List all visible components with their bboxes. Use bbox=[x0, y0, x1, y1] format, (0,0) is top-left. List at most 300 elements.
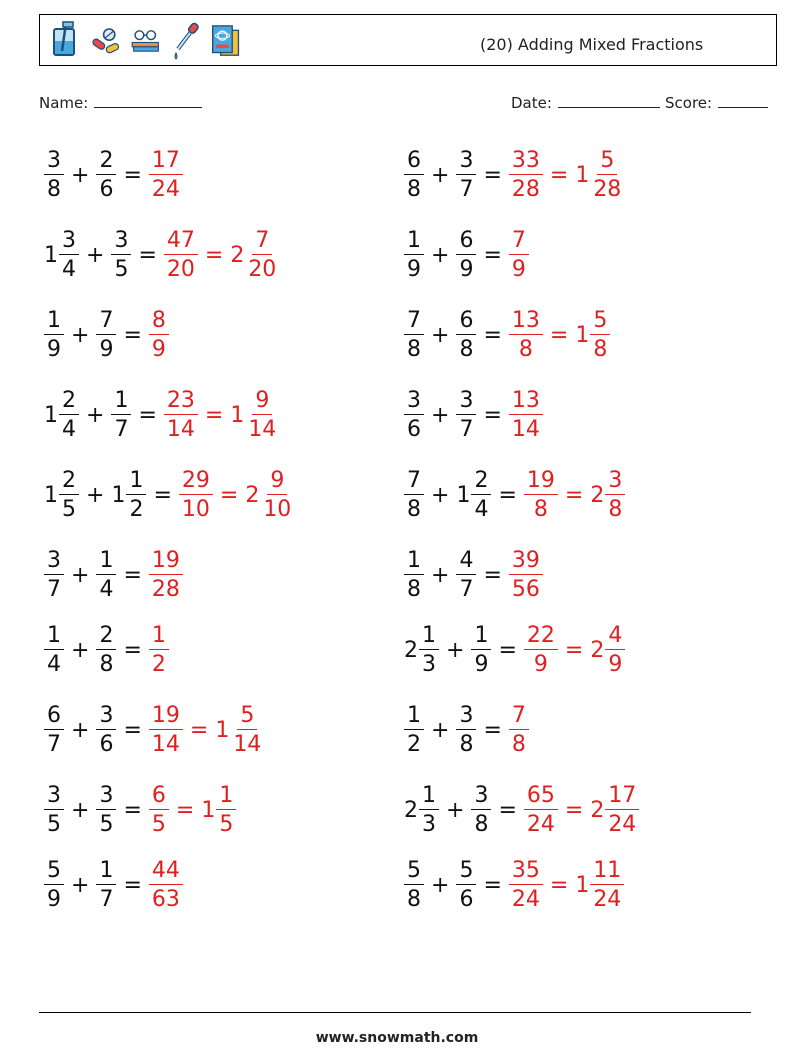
numerator: 5 bbox=[237, 705, 257, 730]
numerator: 2 bbox=[59, 390, 79, 415]
addend-second bbox=[456, 387, 476, 442]
fraction bbox=[590, 147, 624, 202]
plus-sign: + bbox=[431, 872, 450, 898]
numerator: 4 bbox=[456, 550, 476, 575]
numerator: 6 bbox=[456, 230, 476, 255]
addend-second bbox=[456, 307, 476, 362]
score-blank[interactable] bbox=[718, 93, 768, 108]
dropper-icon bbox=[170, 21, 202, 61]
answer-fraction bbox=[509, 547, 543, 602]
problem-8 bbox=[404, 385, 543, 445]
answer bbox=[509, 547, 543, 602]
numerator: 7 bbox=[509, 705, 529, 730]
plus-sign: + bbox=[431, 482, 450, 508]
numerator: 6 bbox=[456, 310, 476, 335]
answer-fraction bbox=[524, 782, 558, 837]
fraction bbox=[456, 147, 476, 202]
equals-sign: = bbox=[564, 482, 584, 508]
answer-fraction bbox=[149, 622, 169, 677]
equals-sign: = bbox=[204, 242, 224, 268]
answer-fraction bbox=[149, 147, 183, 202]
fraction bbox=[230, 702, 264, 757]
equals-sign: = bbox=[483, 322, 502, 348]
numerator: 1 bbox=[404, 705, 424, 730]
denominator: 28 bbox=[511, 176, 540, 202]
fraction bbox=[216, 782, 236, 837]
denominator: 9 bbox=[47, 336, 61, 362]
equals-sign: = bbox=[498, 797, 517, 823]
numerator: 23 bbox=[164, 390, 198, 415]
score-field[interactable] bbox=[665, 93, 768, 112]
addend-first bbox=[404, 147, 424, 202]
header-box bbox=[39, 14, 777, 66]
numerator: 2 bbox=[96, 625, 116, 650]
denominator: 2 bbox=[151, 651, 166, 677]
fraction bbox=[456, 387, 476, 442]
addend-first bbox=[44, 147, 64, 202]
addend-first bbox=[44, 307, 64, 362]
answer-fraction bbox=[149, 702, 183, 757]
numerator: 1 bbox=[44, 310, 64, 335]
fraction bbox=[164, 387, 198, 442]
problem-19 bbox=[44, 855, 183, 915]
addend-first bbox=[404, 467, 424, 522]
addend-second bbox=[96, 857, 116, 912]
addend-second bbox=[111, 227, 131, 282]
answer-fraction bbox=[149, 857, 183, 912]
problem-13 bbox=[44, 620, 169, 680]
fraction bbox=[164, 227, 198, 282]
numerator: 11 bbox=[590, 860, 624, 885]
denominator: 8 bbox=[407, 496, 421, 522]
fraction bbox=[149, 857, 183, 912]
denominator: 5 bbox=[114, 256, 129, 282]
answer-mixed-number bbox=[590, 622, 625, 677]
fraction bbox=[149, 782, 169, 837]
numerator: 13 bbox=[509, 310, 543, 335]
denominator: 3 bbox=[422, 651, 436, 677]
denominator: 9 bbox=[99, 336, 114, 362]
plus-sign: + bbox=[86, 482, 105, 508]
fraction bbox=[44, 147, 64, 202]
equals-sign: = bbox=[498, 482, 517, 508]
answer bbox=[149, 307, 169, 362]
denominator: 14 bbox=[511, 416, 540, 442]
plus-sign: + bbox=[71, 322, 90, 348]
answer-mixed-number bbox=[575, 857, 624, 912]
denominator: 9 bbox=[407, 256, 421, 282]
denominator: 5 bbox=[219, 811, 234, 837]
equals-sign: = bbox=[483, 562, 502, 588]
numerator: 7 bbox=[96, 310, 116, 335]
equals-sign: = bbox=[123, 797, 142, 823]
answer bbox=[509, 307, 610, 362]
problem-10 bbox=[404, 465, 625, 525]
answer bbox=[524, 467, 625, 522]
fraction bbox=[509, 702, 529, 757]
denominator: 9 bbox=[47, 886, 61, 912]
denominator: 8 bbox=[407, 176, 421, 202]
addend-second bbox=[96, 307, 116, 362]
answer bbox=[509, 227, 529, 282]
addend-second bbox=[111, 467, 146, 522]
problem-4 bbox=[404, 225, 529, 285]
numerator: 47 bbox=[164, 230, 198, 255]
equals-sign: = bbox=[123, 717, 142, 743]
fraction bbox=[126, 467, 146, 522]
problem-15 bbox=[44, 700, 264, 760]
problem-17 bbox=[44, 780, 236, 840]
denominator: 7 bbox=[99, 886, 114, 912]
fraction bbox=[245, 387, 279, 442]
numerator: 29 bbox=[179, 470, 213, 495]
fraction bbox=[96, 622, 116, 677]
fraction bbox=[59, 387, 79, 442]
numerator: 1 bbox=[404, 230, 424, 255]
addend-second bbox=[111, 387, 131, 442]
fraction bbox=[419, 782, 439, 837]
numerator: 33 bbox=[509, 150, 543, 175]
whole-number: 1 bbox=[575, 162, 590, 188]
fraction bbox=[456, 547, 476, 602]
problem-16 bbox=[404, 700, 529, 760]
fraction bbox=[149, 622, 169, 677]
numerator: 17 bbox=[605, 785, 639, 810]
numerator: 7 bbox=[404, 470, 424, 495]
denominator: 28 bbox=[593, 176, 622, 202]
equals-sign: = bbox=[549, 872, 569, 898]
equals-sign: = bbox=[123, 872, 142, 898]
addend-first bbox=[44, 467, 79, 522]
denominator: 7 bbox=[114, 416, 129, 442]
equals-sign: = bbox=[123, 562, 142, 588]
answer-fraction bbox=[509, 307, 543, 362]
name-label: Name: bbox=[39, 94, 89, 112]
fraction bbox=[605, 782, 639, 837]
fraction bbox=[111, 227, 131, 282]
footer-divider bbox=[39, 1012, 751, 1013]
denominator: 20 bbox=[248, 256, 277, 282]
answer-mixed-number bbox=[230, 387, 279, 442]
fraction bbox=[509, 307, 543, 362]
denominator: 8 bbox=[518, 336, 533, 362]
denominator: 7 bbox=[47, 576, 61, 602]
denominator: 10 bbox=[263, 496, 292, 522]
equals-sign: = bbox=[138, 402, 157, 428]
addend-second bbox=[471, 782, 491, 837]
denominator: 6 bbox=[407, 416, 421, 442]
date-label: Date: bbox=[511, 94, 552, 112]
fraction bbox=[96, 307, 116, 362]
numerator: 1 bbox=[111, 390, 131, 415]
denominator: 9 bbox=[533, 651, 548, 677]
numerator: 9 bbox=[252, 390, 272, 415]
numerator: 3 bbox=[456, 150, 476, 175]
equals-sign: = bbox=[498, 637, 517, 663]
denominator: 4 bbox=[47, 651, 61, 677]
numerator: 1 bbox=[471, 625, 491, 650]
equals-sign: = bbox=[564, 797, 584, 823]
numerator: 5 bbox=[597, 150, 617, 175]
numerator: 2 bbox=[471, 470, 491, 495]
numerator: 7 bbox=[252, 230, 272, 255]
addend-first bbox=[404, 782, 439, 837]
fraction bbox=[509, 227, 529, 282]
fraction bbox=[149, 147, 183, 202]
whole-number: 1 bbox=[111, 482, 126, 508]
header-icons bbox=[50, 21, 242, 61]
denominator: 24 bbox=[608, 811, 637, 837]
equals-sign: = bbox=[483, 402, 502, 428]
date-blank[interactable] bbox=[558, 93, 660, 108]
denominator: 14 bbox=[151, 731, 180, 757]
fraction bbox=[404, 227, 424, 282]
fraction bbox=[44, 622, 64, 677]
numerator: 1 bbox=[404, 550, 424, 575]
plus-sign: + bbox=[431, 717, 450, 743]
answer-mixed-number bbox=[230, 227, 279, 282]
numerator: 3 bbox=[111, 230, 131, 255]
denominator: 10 bbox=[181, 496, 210, 522]
whole-number: 1 bbox=[44, 402, 58, 428]
name-blank[interactable] bbox=[94, 93, 202, 108]
answer-fraction bbox=[149, 782, 169, 837]
numerator: 35 bbox=[509, 860, 543, 885]
fraction bbox=[456, 702, 476, 757]
equals-sign: = bbox=[219, 482, 239, 508]
answer-fraction bbox=[149, 547, 183, 602]
fraction bbox=[404, 307, 424, 362]
addend-second bbox=[96, 622, 116, 677]
denominator: 8 bbox=[47, 176, 61, 202]
numerator: 22 bbox=[524, 625, 558, 650]
denominator: 4 bbox=[99, 576, 114, 602]
whole-number: 1 bbox=[201, 797, 216, 823]
answer-mixed-number bbox=[590, 782, 639, 837]
denominator: 5 bbox=[151, 811, 166, 837]
addend-first bbox=[44, 227, 79, 282]
fraction bbox=[96, 857, 116, 912]
fraction bbox=[456, 307, 476, 362]
answer bbox=[164, 387, 279, 442]
fraction bbox=[149, 547, 183, 602]
answer-fraction bbox=[509, 227, 529, 282]
equals-sign: = bbox=[123, 637, 142, 663]
denominator: 8 bbox=[593, 336, 608, 362]
whole-number: 1 bbox=[575, 322, 590, 348]
plus-sign: + bbox=[71, 717, 90, 743]
denominator: 8 bbox=[474, 811, 489, 837]
plus-sign: + bbox=[86, 402, 105, 428]
denominator: 8 bbox=[608, 496, 623, 522]
numerator: 13 bbox=[509, 390, 543, 415]
fraction bbox=[509, 147, 543, 202]
denominator: 24 bbox=[151, 176, 180, 202]
denominator: 14 bbox=[248, 416, 277, 442]
addend-second bbox=[96, 782, 116, 837]
numerator: 5 bbox=[456, 860, 476, 885]
science-book-icon bbox=[210, 21, 242, 61]
denominator: 8 bbox=[407, 886, 421, 912]
fraction bbox=[590, 857, 624, 912]
beaker-icon bbox=[50, 21, 82, 61]
numerator: 1 bbox=[96, 550, 116, 575]
answer bbox=[524, 622, 625, 677]
equals-sign: = bbox=[483, 162, 502, 188]
date-field[interactable] bbox=[511, 93, 660, 112]
score-label: Score: bbox=[665, 94, 713, 112]
fraction bbox=[179, 467, 213, 522]
addend-second bbox=[456, 702, 476, 757]
fraction bbox=[44, 307, 64, 362]
answer bbox=[179, 467, 294, 522]
plus-sign: + bbox=[71, 162, 90, 188]
problem-20 bbox=[404, 855, 624, 915]
fraction bbox=[456, 857, 476, 912]
denominator: 28 bbox=[151, 576, 180, 602]
numerator: 9 bbox=[267, 470, 287, 495]
problem-18 bbox=[404, 780, 639, 840]
whole-number: 1 bbox=[456, 482, 471, 508]
numerator: 8 bbox=[149, 310, 169, 335]
equals-sign: = bbox=[189, 717, 209, 743]
addend-first bbox=[404, 547, 424, 602]
answer-fraction bbox=[164, 387, 198, 442]
plus-sign: + bbox=[71, 797, 90, 823]
answer bbox=[149, 147, 183, 202]
numerator: 3 bbox=[44, 785, 64, 810]
answer bbox=[509, 387, 543, 442]
denominator: 4 bbox=[474, 496, 489, 522]
addend-first bbox=[404, 307, 424, 362]
denominator: 8 bbox=[533, 496, 548, 522]
answer bbox=[509, 147, 624, 202]
numerator: 17 bbox=[149, 150, 183, 175]
whole-number: 1 bbox=[44, 482, 58, 508]
denominator: 3 bbox=[422, 811, 436, 837]
fraction bbox=[590, 307, 610, 362]
plus-sign: + bbox=[71, 562, 90, 588]
fraction bbox=[44, 702, 64, 757]
denominator: 9 bbox=[608, 651, 623, 677]
answer-mixed-number bbox=[590, 467, 625, 522]
answer-fraction bbox=[509, 147, 543, 202]
whole-number: 1 bbox=[44, 242, 58, 268]
numerator: 1 bbox=[44, 625, 64, 650]
problem-6 bbox=[404, 305, 610, 365]
answer-fraction bbox=[179, 467, 213, 522]
fraction bbox=[524, 782, 558, 837]
answer-fraction bbox=[164, 227, 198, 282]
answer-fraction bbox=[149, 307, 169, 362]
denominator: 2 bbox=[407, 731, 421, 757]
denominator: 5 bbox=[47, 811, 61, 837]
numerator: 1 bbox=[216, 785, 236, 810]
whole-number: 2 bbox=[590, 797, 605, 823]
denominator: 8 bbox=[511, 731, 526, 757]
equals-sign: = bbox=[483, 872, 502, 898]
equals-sign: = bbox=[483, 242, 502, 268]
fraction bbox=[44, 782, 64, 837]
addend-first bbox=[44, 387, 79, 442]
fraction bbox=[524, 622, 558, 677]
denominator: 24 bbox=[593, 886, 622, 912]
fraction bbox=[44, 857, 64, 912]
fraction bbox=[245, 227, 279, 282]
fraction bbox=[260, 467, 294, 522]
numerator: 65 bbox=[524, 785, 558, 810]
denominator: 56 bbox=[511, 576, 540, 602]
denominator: 7 bbox=[459, 176, 474, 202]
whole-number: 2 bbox=[230, 242, 245, 268]
addend-second bbox=[96, 702, 116, 757]
denominator: 4 bbox=[62, 256, 76, 282]
problem-5 bbox=[44, 305, 169, 365]
fraction bbox=[524, 467, 558, 522]
answer-mixed-number bbox=[245, 467, 294, 522]
denominator: 24 bbox=[526, 811, 555, 837]
addend-second bbox=[96, 547, 116, 602]
plus-sign: + bbox=[431, 402, 450, 428]
answer bbox=[149, 782, 236, 837]
fraction bbox=[59, 467, 79, 522]
addend-first bbox=[404, 702, 424, 757]
equals-sign: = bbox=[483, 717, 502, 743]
denominator: 8 bbox=[407, 576, 421, 602]
name-field[interactable] bbox=[39, 93, 202, 112]
whole-number: 2 bbox=[245, 482, 260, 508]
fraction bbox=[111, 387, 131, 442]
footer-url: www.snowmath.com bbox=[315, 1030, 479, 1046]
answer bbox=[164, 227, 279, 282]
fraction bbox=[404, 147, 424, 202]
denominator: 5 bbox=[62, 496, 76, 522]
denominator: 9 bbox=[459, 256, 474, 282]
fraction bbox=[96, 147, 116, 202]
problem-12 bbox=[404, 545, 543, 605]
equals-sign: = bbox=[549, 162, 569, 188]
fraction bbox=[509, 387, 543, 442]
equals-sign: = bbox=[123, 162, 142, 188]
numerator: 19 bbox=[149, 705, 183, 730]
fraction bbox=[605, 622, 625, 677]
answer-fraction bbox=[509, 387, 543, 442]
whole-number: 1 bbox=[230, 402, 245, 428]
numerator: 3 bbox=[404, 390, 424, 415]
plus-sign: + bbox=[431, 242, 450, 268]
whole-number: 2 bbox=[404, 797, 418, 823]
numerator: 1 bbox=[96, 860, 116, 885]
numerator: 3 bbox=[456, 705, 476, 730]
denominator: 7 bbox=[47, 731, 61, 757]
numerator: 6 bbox=[404, 150, 424, 175]
addend-second bbox=[456, 147, 476, 202]
addend-first bbox=[404, 622, 439, 677]
plus-sign: + bbox=[431, 162, 450, 188]
addend-first bbox=[404, 857, 424, 912]
denominator: 24 bbox=[511, 886, 540, 912]
equals-sign: = bbox=[204, 402, 224, 428]
denominator: 7 bbox=[459, 416, 474, 442]
fraction bbox=[96, 702, 116, 757]
problem-11 bbox=[44, 545, 183, 605]
addend-second bbox=[456, 227, 476, 282]
numerator: 7 bbox=[509, 230, 529, 255]
whole-number: 2 bbox=[590, 637, 605, 663]
fraction bbox=[404, 857, 424, 912]
equals-sign: = bbox=[175, 797, 195, 823]
answer-mixed-number bbox=[575, 147, 624, 202]
